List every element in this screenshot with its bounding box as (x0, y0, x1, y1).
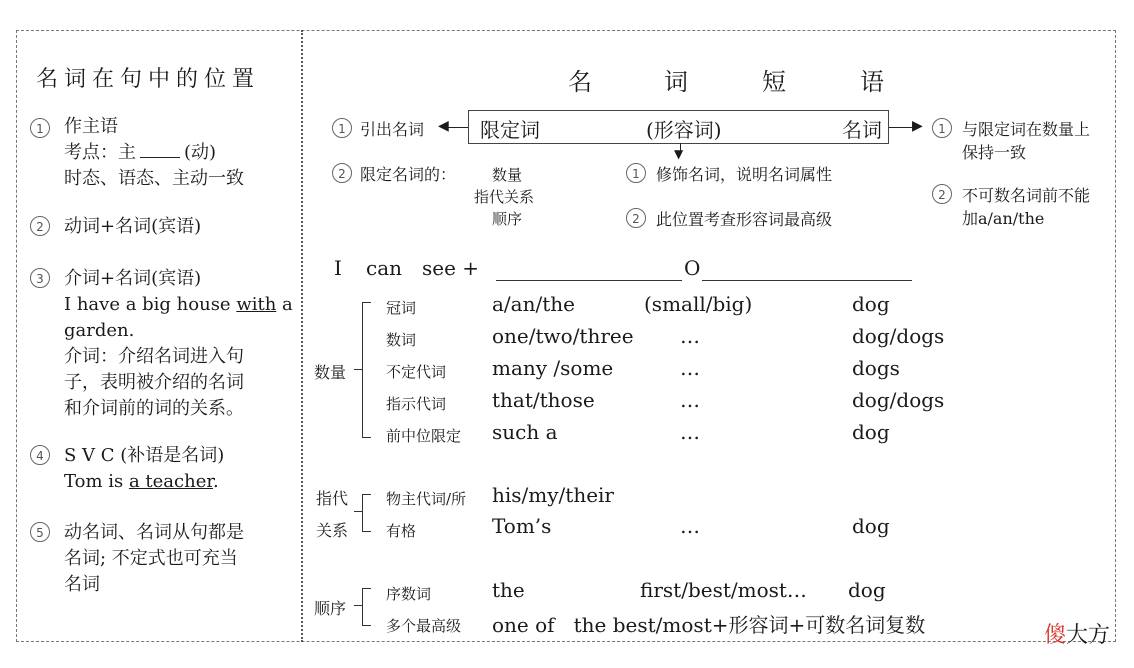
row-noun-2: dog/dogs (852, 324, 945, 348)
box-noun: 名词 (842, 118, 882, 142)
item-number-5: 5 (30, 522, 50, 542)
right-title-char-3: 短 (762, 68, 786, 96)
row-adj-3: … (680, 356, 700, 380)
row-adj-8: first/best/most… (640, 578, 807, 602)
box-adjective: (形容词) (646, 118, 722, 142)
item2-line1: 动词+名词(宾语) (64, 216, 202, 237)
sentence-see: see + (422, 256, 480, 280)
item1-line1: 作主语 (64, 116, 118, 137)
group-reference-b: 关系 (316, 521, 349, 540)
item1-line3: 时态、语态、主动一致 (64, 168, 244, 189)
item5-line2: 名词; 不定式也可充当 (64, 548, 238, 569)
item-number-3: 3 (30, 268, 50, 288)
mn1-text: 修饰名词，说明名词属性 (656, 165, 833, 184)
row-adj-1: (small/big) (644, 292, 753, 316)
item-number-2: 2 (30, 216, 50, 236)
item-number-4: 4 (30, 445, 50, 465)
ln2-list-3: 顺序 (492, 210, 523, 228)
blank-line-1 (496, 280, 682, 281)
item3-line2 (64, 292, 293, 317)
row-noun-4: dog/dogs (852, 388, 945, 412)
mn2-number: 2 (626, 208, 646, 228)
right-title-char-1: 名 (568, 68, 592, 96)
row-adj-4: … (680, 388, 700, 412)
ln1-text: 引出名词 (360, 120, 425, 139)
row-label-5: 前中位限定 (386, 427, 462, 445)
row-label-3: 不定代词 (386, 363, 447, 381)
item-number-1: 1 (30, 118, 50, 138)
quantity-brace (362, 302, 371, 438)
watermark-part-a: 傻 (1044, 623, 1067, 648)
item3-line6: 和介词前的词的关系。 (64, 398, 244, 419)
arrow-down-icon: ▼ (674, 147, 684, 161)
row-det-7: Tom’s (492, 514, 552, 538)
mn1-number: 1 (626, 163, 646, 183)
right-title-char-2: 词 (664, 68, 688, 96)
item4-teacher: a teacher (128, 471, 213, 492)
arrow-right-icon: ▶ (912, 118, 923, 134)
row-label-9: 多个最高级 (386, 617, 462, 635)
mn2-text: 此位置考查形容词最高级 (656, 210, 833, 229)
row-det-8: the (492, 578, 525, 602)
row-det-9: one of the best/most+形容词+可数名词复数 (492, 613, 926, 637)
item4-text: Tom is (64, 471, 129, 492)
row-adj-7: … (680, 514, 700, 538)
item1-keypoint: 考点：主 (64, 142, 136, 163)
row-label-7: 有格 (386, 522, 417, 540)
item4-period: . (212, 471, 219, 492)
sentence-i: I (334, 256, 342, 280)
right-title-char-4: 语 (860, 68, 884, 96)
item3-with: with (236, 294, 277, 315)
item4-line2 (64, 469, 219, 494)
row-label-4: 指示代词 (386, 395, 447, 413)
item3-line1: 介词+名词(宾语) (64, 268, 202, 289)
ln2-list-2: 指代关系 (474, 188, 535, 206)
rn1-text-b: 保持一致 (962, 143, 1027, 162)
item5-line1: 动名词、名词从句都是 (64, 522, 244, 543)
rn1-text-a: 与限定词在数量上 (962, 120, 1091, 139)
watermark (1044, 618, 1110, 649)
item3-text: I have a big house (64, 294, 237, 315)
item3-line4: 介词：介绍名词进入句 (64, 346, 244, 367)
row-noun-5: dog (852, 420, 890, 444)
rn2-text-a: 不可数名词前不能 (962, 186, 1091, 205)
row-det-4: that/those (492, 388, 595, 412)
item1-verb: (动) (184, 142, 217, 163)
blank-line-2 (702, 280, 912, 281)
row-label-8: 序数词 (386, 585, 432, 603)
group-reference-a: 指代 (316, 489, 349, 508)
row-adj-5: … (680, 420, 700, 444)
reference-brace-tick (354, 511, 362, 512)
rn2-number: 2 (932, 184, 952, 204)
row-label-1: 冠词 (386, 299, 417, 317)
item3-line5: 子，表明被介绍的名词 (64, 372, 244, 393)
blank-underline (140, 157, 180, 158)
rn2-text-b: 加a/an/the (962, 209, 1045, 228)
row-det-3: many /some (492, 356, 614, 380)
row-noun-7: dog (852, 514, 890, 538)
row-label-6: 物主代词/所 (386, 490, 467, 508)
row-noun-3: dogs (852, 356, 900, 380)
rn1-number: 1 (932, 118, 952, 138)
order-brace-tick (354, 605, 362, 606)
box-determiner: 限定词 (480, 118, 540, 142)
item1-line2 (64, 140, 216, 165)
row-det-6: his/my/their (492, 483, 614, 507)
item3-line3: garden. (64, 320, 135, 341)
row-det-2: one/two/three (492, 324, 634, 348)
ln2-number: 2 (332, 163, 352, 183)
row-adj-2: … (680, 324, 700, 348)
reference-brace (362, 494, 371, 532)
sentence-can: can (366, 256, 403, 280)
row-noun-8: dog (848, 578, 886, 602)
order-brace (362, 588, 371, 626)
item3-a: a (276, 294, 293, 315)
row-label-2: 数词 (386, 331, 417, 349)
watermark-part-b: 大方 (1066, 623, 1111, 648)
quantity-brace-tick (354, 369, 362, 370)
row-det-5: such a (492, 420, 558, 444)
ln2-text: 限定名词的： (360, 165, 457, 184)
left-title: 名词在句中的位置 (36, 67, 261, 92)
group-quantity: 数量 (314, 363, 347, 382)
ln2-list-1: 数量 (492, 166, 523, 184)
item5-line3: 名词 (64, 574, 100, 595)
ln1-number: 1 (332, 118, 352, 138)
item4-line1: S V C (补语是名词) (64, 445, 225, 466)
column-divider (301, 30, 303, 642)
row-noun-1: dog (852, 292, 890, 316)
sentence-o: O (684, 256, 701, 280)
arrow-left-icon: ◀ (438, 118, 449, 134)
row-det-1: a/an/the (492, 292, 575, 316)
group-order: 顺序 (314, 599, 347, 618)
